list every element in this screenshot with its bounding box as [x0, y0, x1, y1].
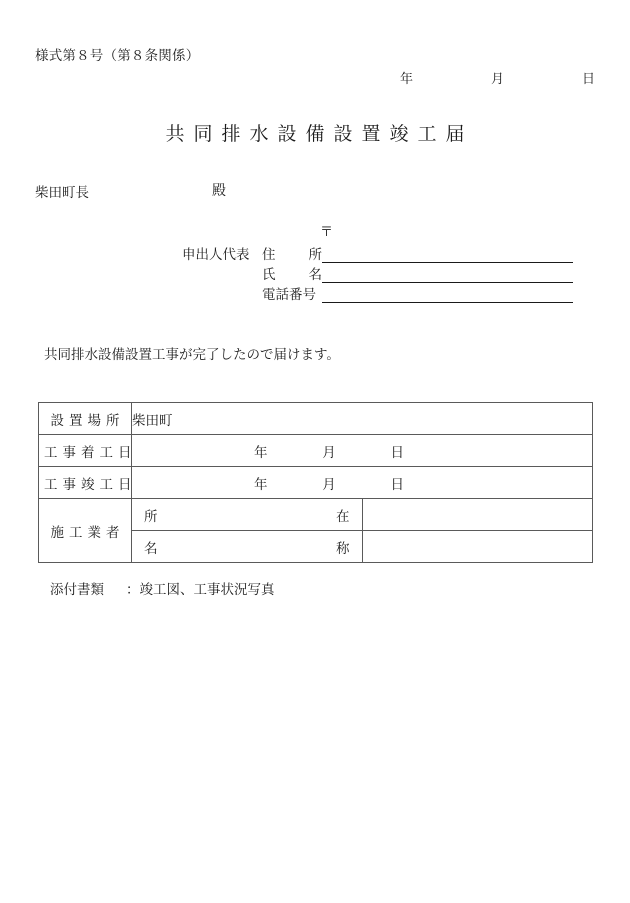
completion-date-day: 日 — [390, 476, 404, 493]
applicant-name-row — [262, 263, 573, 283]
table-row — [39, 435, 593, 467]
contractor-address-label — [132, 499, 363, 531]
completion-date-year: 年 — [254, 476, 268, 493]
header-date-line — [400, 68, 595, 87]
name-label-start: 氏 — [262, 267, 276, 283]
completion-date-month: 月 — [322, 476, 336, 493]
address-input-rule[interactable] — [322, 247, 573, 263]
table-row — [39, 403, 593, 435]
attachment-note — [50, 578, 275, 598]
addressee-recipient: 柴田町長 — [35, 185, 89, 201]
completion-date-ymd — [254, 473, 404, 493]
contractor-name-value[interactable] — [362, 531, 593, 563]
start-date-month: 月 — [322, 444, 336, 461]
applicant-phone-row — [262, 283, 573, 303]
applicant-representative-label: 申出人代表 — [182, 247, 250, 263]
contractor-name-label — [132, 531, 363, 563]
date-day-label: 日 — [581, 72, 595, 87]
table-row — [39, 499, 593, 531]
phone-field-label: 電話番号 — [262, 287, 316, 303]
contractor-address-label-start: 所 — [144, 508, 158, 525]
contractor-label: 施工業者 — [39, 499, 132, 563]
name-label-end: 名 — [308, 267, 322, 283]
phone-input-rule[interactable] — [322, 287, 573, 303]
construction-details-table — [38, 402, 593, 563]
postal-code-mark: 〒 — [320, 225, 334, 240]
name-field-label — [262, 263, 322, 283]
contractor-address-label-end: 在 — [336, 508, 350, 525]
attachment-label: 添付書類 — [50, 582, 104, 598]
start-date-value[interactable] — [132, 435, 593, 467]
table-row — [39, 467, 593, 499]
install-location-label: 設置場所 — [39, 403, 132, 435]
addressee-honorific: 殿 — [212, 183, 226, 199]
address-label-end: 所 — [308, 247, 322, 263]
contractor-address-label-inner — [132, 505, 362, 525]
completion-date-label: 工事竣工日 — [39, 467, 132, 499]
contractor-address-value[interactable] — [362, 499, 593, 531]
contractor-name-label-end: 称 — [336, 540, 350, 557]
start-date-label: 工事着工日 — [39, 435, 132, 467]
declaration-statement: 共同排水設備設置工事が完了したので届けます。 — [44, 347, 340, 363]
page-title: 共同排水設備設置竣工届 — [165, 123, 474, 145]
date-month-label: 月 — [490, 72, 504, 87]
install-location-value[interactable]: 柴田町 — [132, 403, 593, 435]
name-input-rule[interactable] — [322, 267, 573, 283]
address-field-label — [262, 243, 322, 263]
contractor-name-label-inner — [132, 537, 362, 557]
date-year-label: 年 — [400, 72, 414, 87]
address-label-start: 住 — [262, 247, 276, 263]
start-date-year: 年 — [254, 444, 268, 461]
start-date-ymd — [254, 441, 404, 461]
completion-date-value[interactable] — [132, 467, 593, 499]
form-number: 様式第８号（第８条関係） — [35, 48, 200, 64]
attachment-value: ：竣工図、工事状況写真 — [126, 582, 275, 598]
applicant-address-row — [262, 243, 573, 263]
start-date-day: 日 — [390, 444, 404, 461]
contractor-name-label-start: 名 — [144, 540, 158, 557]
